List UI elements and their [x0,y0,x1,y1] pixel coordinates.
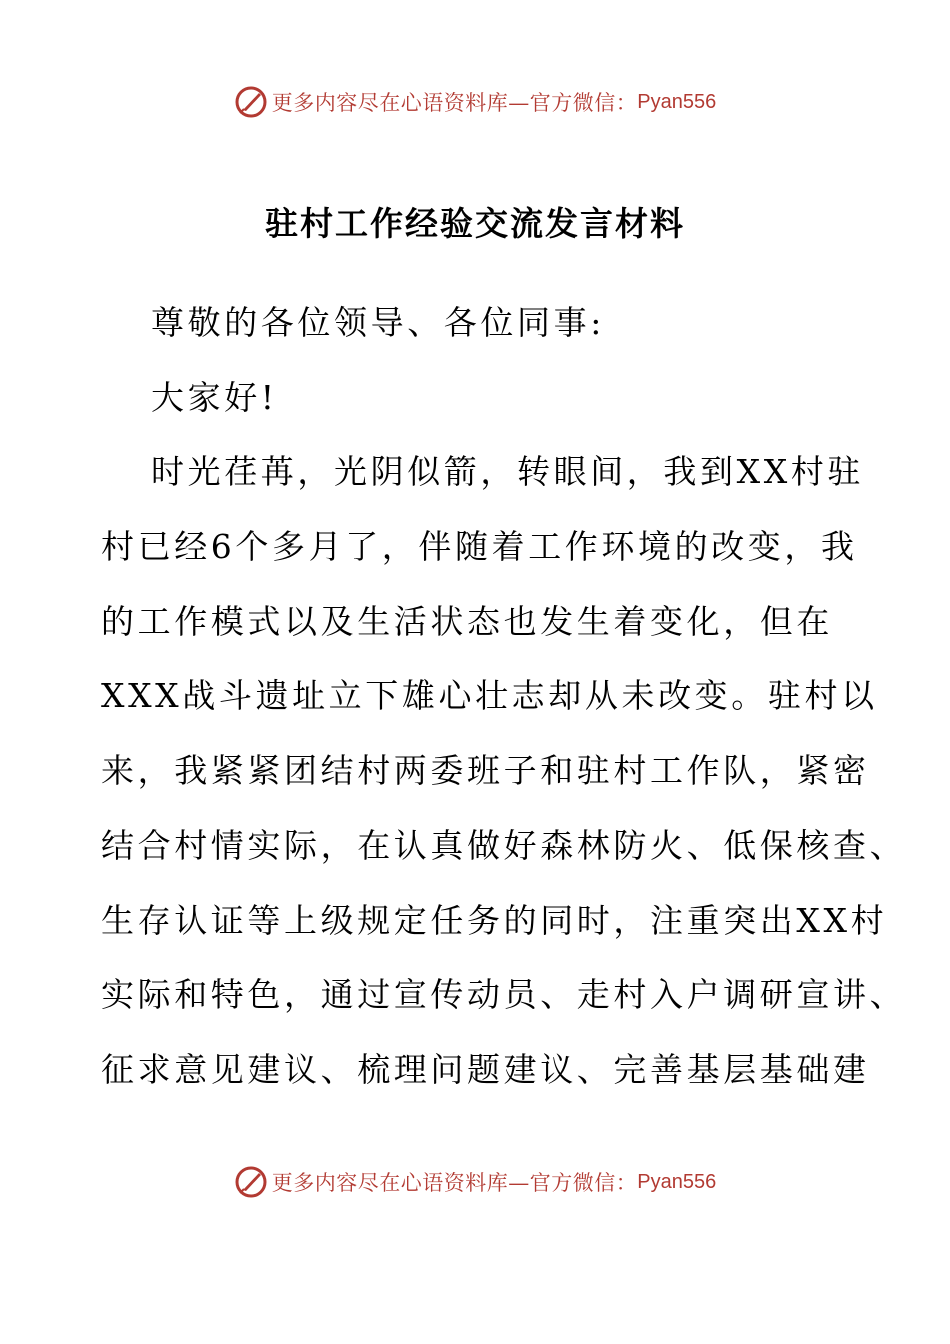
body-line: 实际和特色，通过宣传动员、走村入户调研宣讲、 [101,975,907,1015]
header-banner [0,82,950,122]
body-line: 征求意见建议、梳理问题建议、完善基层基础建 [101,1049,870,1089]
body-line: 尊敬的各位领导、各位同事: [151,303,605,342]
body-line: XXX战斗遗址立下雄心壮志却从未改变。驻村以 [101,676,878,716]
body-line: 结合村情实际，在认真做好森林防火、低保核查、 [101,825,907,865]
body-line: 的工作模式以及生活状态也发生着变化，但在 [101,601,833,641]
document-body [101,286,907,1108]
banner-text: 更多内容尽在心语资料库—官方微信： [271,91,638,115]
quill-logo-icon [234,1165,268,1199]
banner-text: 更多内容尽在心语资料库—官方微信： [271,1171,638,1195]
body-line: 大家好! [151,377,278,417]
banner-wechat-id: Pyan556 [637,90,717,113]
footer-banner [0,1162,950,1202]
quill-logo-icon [234,85,268,119]
document-title: 驻村工作经验交流发言材料 [265,204,685,243]
banner-wechat-id: Pyan556 [637,1170,717,1193]
body-line: 来，我紧紧团结村两委班子和驻村工作队，紧密 [101,751,870,791]
body-line: 时光荏苒，光阴似箭，转眼间，我到XX村驻 [151,452,864,492]
body-line: 村已经6个多月了，伴随着工作环境的改变，我 [101,527,858,567]
body-line: 生存认证等上级规定任务的同时，注重突出XX村 [101,900,888,940]
